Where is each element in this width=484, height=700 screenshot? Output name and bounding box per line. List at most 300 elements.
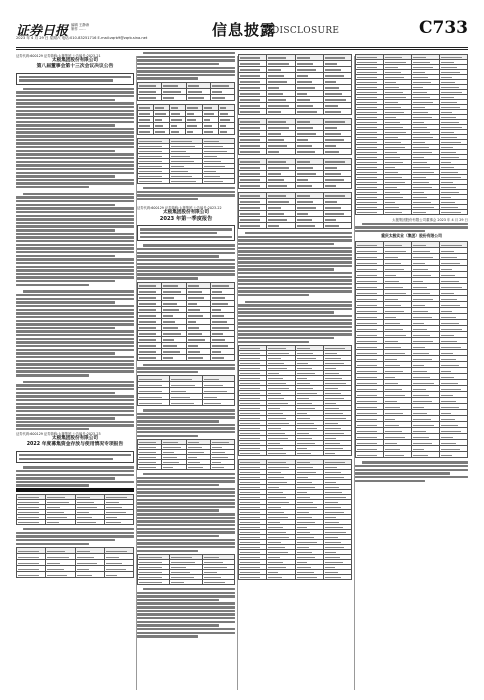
table-cell <box>267 450 295 455</box>
masthead-rule-thin <box>16 49 468 50</box>
text-line <box>16 215 134 217</box>
table-cell <box>138 579 170 584</box>
text-line <box>16 128 134 130</box>
data-table <box>16 494 134 525</box>
table-cell <box>239 223 267 229</box>
text-line <box>16 316 134 318</box>
text-line <box>238 261 352 263</box>
section-title: 信息披露 <box>212 21 277 39</box>
text-line <box>238 257 352 259</box>
text-line <box>238 322 352 324</box>
text-line <box>355 230 425 232</box>
text-line <box>16 410 134 412</box>
table-cell <box>239 149 267 155</box>
article-meta: 证券代码:600129 证券简称:太极集团 公告编号:2023-21 <box>16 54 101 58</box>
data-table <box>137 282 235 361</box>
article-body <box>16 528 134 545</box>
table-row <box>356 210 468 215</box>
text-line <box>16 298 134 300</box>
text-line <box>137 59 235 61</box>
text-line <box>238 236 352 238</box>
article-body <box>16 88 134 189</box>
text-line <box>16 363 134 365</box>
text-line <box>143 409 235 411</box>
text-line <box>16 403 134 405</box>
notice-box <box>16 451 134 463</box>
table-cell <box>295 450 323 455</box>
text-line <box>238 290 352 292</box>
text-line <box>16 284 89 286</box>
table-cell <box>295 149 323 155</box>
text-line <box>16 428 89 430</box>
text-line <box>137 509 219 511</box>
table-cell <box>170 128 186 134</box>
text-line <box>16 484 89 486</box>
text-line <box>16 392 115 394</box>
dateline: 2023 年 4 月 29 日 星期六 电话:010-83251716 E-mail:zqrb9@zqrb.sina.net <box>16 36 148 40</box>
text-line <box>23 381 134 383</box>
text-line <box>137 599 219 601</box>
table-cell <box>295 574 323 579</box>
text-line <box>16 532 134 534</box>
text-line <box>16 157 134 159</box>
table-cell <box>75 520 104 525</box>
data-table <box>238 192 352 229</box>
text-line <box>16 338 134 340</box>
text-line <box>16 131 134 133</box>
table-header-bar <box>16 488 134 492</box>
article-body <box>355 461 468 482</box>
page-number: C733 <box>418 18 468 38</box>
text-line <box>16 179 134 181</box>
text-line <box>16 424 134 426</box>
article-company: 太极集团股份有限公司 <box>52 436 98 442</box>
text-line <box>16 477 115 479</box>
text-line <box>16 334 134 336</box>
text-line <box>137 484 219 486</box>
text-line <box>16 146 134 148</box>
table-cell <box>267 149 295 155</box>
table-cell <box>154 128 170 134</box>
text-line <box>137 535 219 537</box>
text-line <box>137 531 235 533</box>
section-subtitle: DISCLOSURE <box>272 26 340 36</box>
text-line <box>137 252 235 254</box>
text-line <box>137 606 235 608</box>
text-line <box>16 161 134 163</box>
data-table <box>16 547 134 578</box>
text-line <box>137 266 235 268</box>
text-line <box>137 592 235 594</box>
table-cell <box>295 109 323 115</box>
table-row <box>239 149 352 155</box>
text-line <box>16 312 134 314</box>
section-heading: 重庆太极实业（集团）股份有限公司 <box>381 233 442 239</box>
text-line <box>23 528 134 530</box>
table-row <box>138 465 235 470</box>
text-line <box>238 287 352 289</box>
data-table <box>137 439 235 470</box>
text-line <box>238 239 352 241</box>
editor-credits: 编辑 王静涛 制作 …… <box>71 23 90 31</box>
notice-box <box>137 225 235 241</box>
text-line <box>238 294 309 296</box>
text-line <box>137 610 235 612</box>
text-line <box>238 341 309 343</box>
text-line <box>245 232 352 234</box>
text-line <box>16 294 134 296</box>
table-cell <box>46 572 75 578</box>
text-line <box>137 277 198 279</box>
text-line <box>16 150 115 152</box>
table-cell <box>218 128 234 134</box>
table-cell <box>239 450 267 455</box>
text-line <box>238 319 352 321</box>
text-line <box>16 367 134 369</box>
column-1 <box>16 52 134 692</box>
text-line <box>137 488 235 490</box>
text-line <box>16 360 134 362</box>
text-line <box>16 470 134 472</box>
text-line <box>16 305 134 307</box>
table-row <box>239 109 352 115</box>
table-cell <box>295 223 323 229</box>
text-line <box>16 417 115 419</box>
table-row <box>239 574 352 579</box>
text-line <box>137 499 235 501</box>
text-line <box>143 364 235 366</box>
text-line <box>16 266 134 268</box>
text-line <box>16 102 134 104</box>
text-line <box>137 413 235 415</box>
text-line <box>16 200 134 202</box>
text-line <box>16 211 134 213</box>
table-cell <box>323 574 351 579</box>
table-row <box>138 354 235 360</box>
article-body <box>16 290 134 376</box>
text-line <box>137 495 235 497</box>
text-line <box>137 524 235 526</box>
table-row <box>138 178 235 183</box>
text-line <box>137 613 235 615</box>
text-line <box>16 225 134 227</box>
text-line <box>16 406 134 408</box>
signature: 太极集团股份有限公司董事会 2023 年 4 月 29 日 <box>392 218 468 222</box>
table-row <box>356 452 468 458</box>
text-line <box>137 63 219 65</box>
text-line <box>137 74 235 76</box>
data-table <box>137 138 235 184</box>
data-table <box>238 459 352 580</box>
table-cell <box>323 223 351 229</box>
article-body <box>16 193 134 286</box>
text-line <box>16 110 134 112</box>
text-line <box>16 172 134 174</box>
data-table <box>137 375 235 406</box>
table-row <box>239 183 352 189</box>
table-cell <box>202 128 218 134</box>
table-cell <box>170 400 202 406</box>
text-line <box>355 476 468 478</box>
table-cell <box>162 94 186 100</box>
text-line <box>16 182 134 184</box>
text-line <box>16 233 134 235</box>
table-cell <box>323 149 351 155</box>
text-line <box>137 416 235 418</box>
masthead <box>16 20 468 46</box>
table-cell <box>17 572 46 578</box>
table-cell <box>138 465 162 470</box>
article-body <box>137 52 235 80</box>
text-line <box>137 248 235 250</box>
text-line <box>16 535 134 537</box>
text-line <box>143 588 235 590</box>
text-line <box>16 168 134 170</box>
article-meta: 证券代码:600129 证券简称:太极集团 公告编号:2023-22 <box>137 206 222 211</box>
text-line <box>16 251 134 253</box>
table-cell <box>186 354 210 360</box>
text-line <box>137 542 235 544</box>
text-line <box>16 153 134 155</box>
article-body <box>137 473 235 552</box>
text-line <box>16 414 134 416</box>
text-line <box>137 424 235 426</box>
text-line <box>137 635 198 637</box>
column-2 <box>137 52 235 692</box>
text-line <box>16 255 115 257</box>
text-line <box>16 276 134 278</box>
text-line <box>16 273 134 275</box>
table-cell <box>186 128 202 134</box>
text-line <box>137 367 235 369</box>
data-table <box>355 241 468 458</box>
article-body <box>137 409 235 437</box>
table-cell <box>138 94 162 100</box>
text-line <box>137 477 235 479</box>
text-line <box>16 135 134 137</box>
text-line <box>355 226 468 228</box>
text-line <box>137 617 235 619</box>
table-row <box>138 400 235 406</box>
text-line <box>16 280 115 282</box>
text-line <box>137 517 235 519</box>
table-row <box>17 520 134 525</box>
data-table <box>238 158 352 189</box>
text-line <box>137 77 198 79</box>
text-line <box>16 196 134 198</box>
text-line <box>16 91 134 93</box>
table-cell <box>75 572 104 578</box>
text-line <box>355 480 425 482</box>
text-line <box>16 186 89 188</box>
table-cell <box>384 210 412 215</box>
text-line <box>137 194 235 196</box>
text-line <box>16 204 115 206</box>
table-cell <box>267 109 295 115</box>
text-line <box>238 330 352 332</box>
text-line <box>16 121 134 123</box>
text-line <box>137 255 219 257</box>
text-line <box>16 229 115 231</box>
text-line <box>362 461 468 463</box>
article-body <box>137 187 235 200</box>
article-body <box>137 364 235 374</box>
text-line <box>137 502 235 504</box>
text-line <box>16 543 89 545</box>
text-line <box>137 270 235 272</box>
table-row <box>239 223 352 229</box>
text-line <box>16 139 134 141</box>
text-line <box>16 236 134 238</box>
table-cell <box>412 210 440 215</box>
article-title: 2022 年度募集资金存放与使用情况专项报告 <box>26 442 124 448</box>
text-line <box>238 304 352 306</box>
text-line <box>16 356 134 358</box>
table-cell <box>138 178 170 183</box>
text-line <box>238 308 352 310</box>
text-line <box>238 247 352 249</box>
text-line <box>143 187 235 189</box>
data-table <box>137 104 235 135</box>
text-line <box>137 624 219 626</box>
text-line <box>137 628 235 630</box>
text-line <box>143 473 235 475</box>
text-line <box>238 268 334 270</box>
text-line <box>16 370 134 372</box>
article-title: 第八届董事会第十三次会议决议公告 <box>36 64 114 69</box>
data-table <box>355 54 468 215</box>
table-cell <box>356 452 384 458</box>
text-line <box>16 301 115 303</box>
table-cell <box>440 452 468 458</box>
text-line <box>137 67 235 69</box>
data-table <box>137 82 235 101</box>
table-cell <box>186 94 210 100</box>
text-line <box>16 95 134 97</box>
text-line <box>16 124 115 126</box>
table-cell <box>323 183 351 189</box>
text-line <box>137 539 235 541</box>
table-cell <box>186 465 210 470</box>
table-cell <box>104 572 133 578</box>
text-line <box>238 276 352 278</box>
article-body <box>137 588 235 638</box>
text-line <box>137 632 235 634</box>
text-line <box>355 465 468 467</box>
table-cell <box>267 223 295 229</box>
table-cell <box>202 400 234 406</box>
table-cell <box>295 183 323 189</box>
article-body <box>238 232 352 296</box>
text-line <box>16 330 134 332</box>
table-cell <box>356 210 384 215</box>
column-4 <box>355 52 468 692</box>
text-line <box>137 621 235 623</box>
data-table <box>137 554 235 585</box>
article-body <box>238 301 352 343</box>
article-title: 2023 年第一季度报告 <box>159 216 213 223</box>
table-cell <box>202 579 234 584</box>
text-line <box>137 480 235 482</box>
text-line <box>137 513 235 515</box>
table-cell <box>323 109 351 115</box>
table-row <box>17 572 134 578</box>
text-line <box>137 191 235 193</box>
table-cell <box>239 183 267 189</box>
table-cell <box>162 354 186 360</box>
table-cell <box>162 465 186 470</box>
text-line <box>16 269 134 271</box>
text-line <box>137 595 235 597</box>
text-line <box>238 337 334 339</box>
table-cell <box>138 128 154 134</box>
text-line <box>137 491 235 493</box>
text-line <box>16 175 115 177</box>
table-cell <box>384 452 412 458</box>
text-line <box>16 164 134 166</box>
text-line <box>238 279 352 281</box>
text-line <box>137 602 235 604</box>
text-line <box>137 546 235 548</box>
table-cell <box>267 183 295 189</box>
text-line <box>137 528 235 530</box>
text-line <box>137 259 235 261</box>
text-line <box>137 550 198 552</box>
text-line <box>16 258 134 260</box>
table-cell <box>267 574 295 579</box>
text-line <box>137 435 198 437</box>
text-line <box>16 349 134 351</box>
text-line <box>238 311 334 313</box>
text-line <box>355 472 450 474</box>
text-line <box>23 193 134 195</box>
table-cell <box>239 574 267 579</box>
text-line <box>16 388 134 390</box>
text-line <box>16 474 134 476</box>
data-table <box>238 54 352 115</box>
text-line <box>238 243 334 245</box>
text-line <box>16 399 134 401</box>
text-line <box>16 240 134 242</box>
article-body <box>16 466 134 487</box>
text-line <box>16 481 134 483</box>
table-row <box>239 450 352 455</box>
text-line <box>16 218 134 220</box>
text-line <box>362 223 468 225</box>
text-line <box>16 395 134 397</box>
text-line <box>16 117 134 119</box>
text-line <box>238 265 352 267</box>
text-line <box>137 431 235 433</box>
text-line <box>137 420 219 422</box>
text-line <box>16 99 115 101</box>
data-table <box>238 118 352 155</box>
text-line <box>238 315 352 317</box>
table-cell <box>210 94 234 100</box>
text-line <box>143 244 235 246</box>
article-body <box>16 381 134 431</box>
text-line <box>16 421 134 423</box>
text-line <box>16 327 115 329</box>
text-line <box>16 345 134 347</box>
table-cell <box>17 520 46 525</box>
text-line <box>16 244 134 246</box>
text-line <box>16 323 134 325</box>
table-cell <box>239 109 267 115</box>
article-company: 太极集团股份有限公司 <box>52 58 98 63</box>
masthead-rule <box>16 47 468 48</box>
table-cell <box>202 178 234 183</box>
